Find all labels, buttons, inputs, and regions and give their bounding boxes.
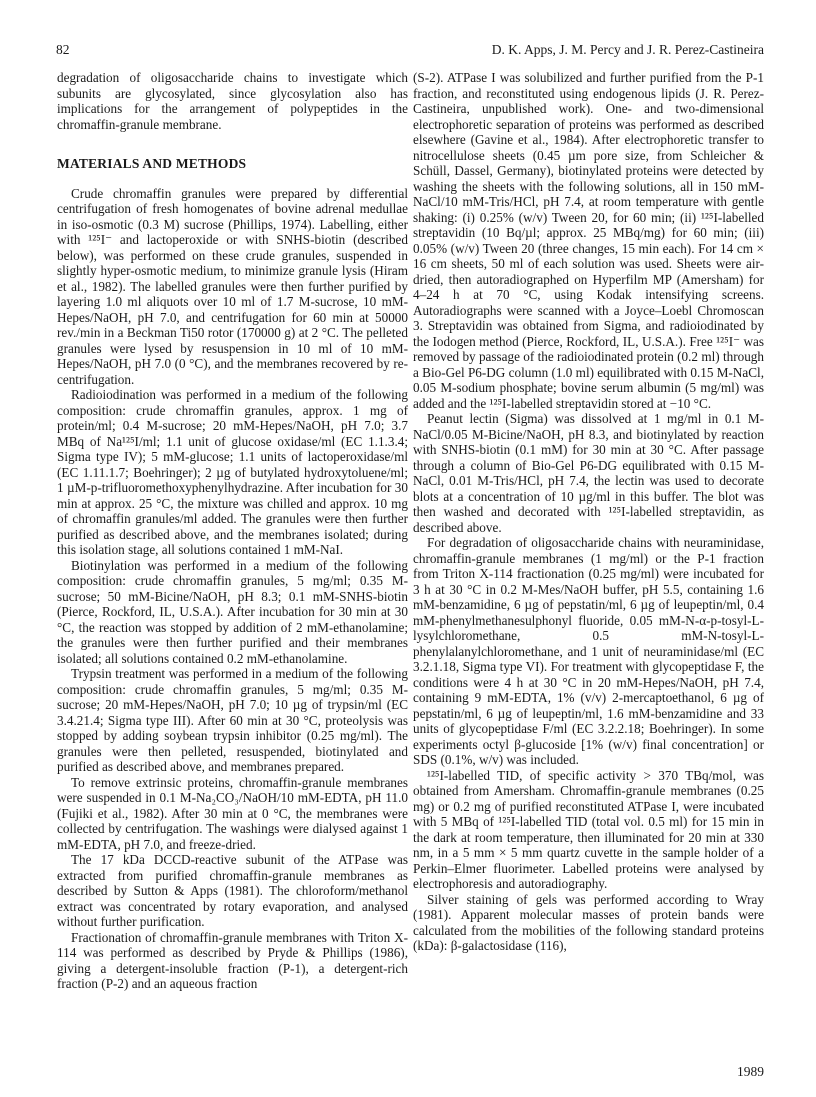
section-heading: MATERIALS AND METHODS <box>57 156 247 171</box>
left-column <box>57 70 408 992</box>
page-number: 82 <box>56 42 70 57</box>
paragraph-crude-granules: Crude chromaffin granules were prepared by differential centrifugation of fresh homogenates of bovine adrenal medullae in iso-osmotic (0.3 M) sucrose (Phillips, 1974). Labelling, either with ¹²⁵I⁻ and lactoperoxide or with SNHS-biotin (described below), was performed on these crude granules, suspended in slightly hyper-osmotic medium, to minimize granule lysis (Hiram et al., 1982). The labelled granules were then further purified by layering 1.0 ml aliquots over 10 ml of 1.7 M-sucrose, 10 mM-Hepes/NaOH, pH 7.0, and centrifugation for 60 min at 50000 rev./min in a Beckman Ti50 rotor (170000 g) at 2 °C. The pelleted granules were lysed by resuspension in 10 ml of 10 mM-Hepes/NaOH, pH 7.0 (0 °C), and the membranes recovered by re-centrifugation. <box>57 185 408 387</box>
paragraph-silver-staining: Silver staining of gels was performed according to Wray (1981). Apparent molecular masses of protein bands were calculated from the mobilities of the following standard proteins (kDa): β-galactosidase (116), <box>413 891 764 953</box>
intro-paragraph: degradation of oligosaccharide chains to investigate which subunits are glycosylated, since glycosylation also has implications for the arrangement of polypeptides in the chromaffin-granule membrane. <box>57 70 408 132</box>
paragraph-dccd-subunit: The 17 kDa DCCD-reactive subunit of the ATPase was extracted from purified chromaffin-granule membranes as described by Sutton & Apps (1981). The chloroform/methanol extract was concentrated by rotary evaporation, and analysed without further purification. <box>57 852 408 929</box>
paragraph-triton-fractionation: Fractionation of chromaffin-granule membranes with Triton X-114 was performed as described by Pryde & Phillips (1986), giving a detergent-insoluble fraction (P-1), a detergent-rich fraction (P-2) and an aqueous fraction <box>57 929 408 991</box>
right-column <box>413 70 764 954</box>
paragraph-neuraminidase: For degradation of oligosaccharide chains with neuraminidase, chromaffin-granule membranes (1 mg/ml) or the P-1 fraction from Triton X-114 fractionation (0.25 mg/ml) were incubated for 3 h at 30 °C in 0.2 M-Mes/NaOH buffer, pH 5.5, containing 1.6 mM-benzamidine, 6 µg of pepstatin/ml, 6 µg of leupeptin/ml, 0.4 mM-phenylmethanesulphonyl fluoride, 0.05 mM-N-α-p-tosyl-L-lysylchloromethane, 0.5 mM-N-tosyl-L-phenylalanylchloromethane, and 1 unit of neuraminidase/ml (EC 3.2.1.18, Sigma type VI). For treatment with glycopeptidase F, the conditions were 4 h at 30 °C in 20 mM-Hepes/NaOH, pH 7.4, containing 9 mM-EDTA, 1% (v/v) 2-mercaptoethanol, 6 µg of pepstatin/ml, 6 µg of leupeptin/ml, 1.6 mM-benzamidine and 33 units of glycopeptidase F/ml (EC 3.2.2.18; Boehringer). In some experiments octyl β-glucoside [1% (w/v) final concentration] or SDS (0.1%, w/v) was included. <box>413 535 764 767</box>
paragraph-biotinylation: Biotinylation was performed in a medium of the following composition: crude chromaffin granules, 5 mg/ml; 0.35 M-sucrose; 50 mM-Bicine/NaOH, pH 8.3; 0.1 mM-SNHS-biotin (Pierce, Rockford, IL, U.S.A.). After incubation for 30 min at 30 °C, the reaction was stopped by addition of 2 mM-ethanolamine; the granules were then further purified and their membranes isolated; all solutions contained 0.2 mM-ethanolamine. <box>57 557 408 666</box>
paragraph-atpase-electrophoresis: (S-2). ATPase I was solubilized and further purified from the P-1 fraction, and reconstituted using endogenous lipids (J. R. Perez-Castineira, unpublished work). One- and two-dimensional electrophoretic separation of proteins was performed as described elsewhere (Gavine et al., 1984). After electrophoretic transfer to nitrocellulose sheets (0.45 µm pore size, from Schleicher & Schüll, Dassel, Germany), biotinylated proteins were detected by washing the sheets with the following solutions, all in 150 mM-NaCl/10 mM-Tris/HCl, pH 7.4, at room temperature with gentle shaking: (i) 0.25% (w/v) Tween 20, for 60 min; (ii) ¹²⁵I-labelled streptavidin (10 Bq/µl; approx. 25 MBq/mg) for 60 min; (iii) 0.05% (w/v) Tween 20 (three changes, 15 min each). For 14 cm × 16 cm sheets, 50 ml of each solution was used. Sheets were air-dried, then autoradiographed on Hyperfilm MP (Amersham) for 4–24 h at 70 °C, using Kodak intensifying screens. Autoradiographs were scanned with a Joyce–Loebl Chromoscan 3. Streptavidin was obtained from Sigma, and radioiodinated by the Iodogen method (Pierce, Rockford, IL, U.S.A.). Free ¹²⁵I⁻ was removed by passage of the radioiodinated protein (0.2 ml) through a Bio-Gel P6-DG column (1.0 ml) equilibrated with 0.15 M-NaCl, 0.05 M-sodium phosphate; bovine serum albumin (5 mg/ml) was added and the ¹²⁵I-labelled streptavidin stored at −10 °C. <box>413 70 764 411</box>
paragraph-trypsin: Trypsin treatment was performed in a medium of the following composition: crude chromaffin granules, 5 mg/ml; 0.35 M-sucrose; 20 mM-Hepes/NaOH, pH 7.0; 10 µg of trypsin/ml (EC 3.4.21.4; Sigma type III). After 60 min at 30 °C, proteolysis was stopped by adding soybean trypsin inhibitor (0.25 mg/ml). The granules were then pelleted, resuspended, biotinylated and purified as described above, and membranes prepared. <box>57 666 408 774</box>
paragraph-extrinsic-proteins: To remove extrinsic proteins, chromaffin-granule membranes were suspended in 0.1 M-Na₂CO₃/NaOH/10 mM-EDTA, pH 11.0 (Fujiki et al., 1982). After 30 min at 0 °C, the membranes were collected by centrifugation. The washings were dialysed against 1 mM-EDTA, pH 7.0, and freeze-dried. <box>57 774 408 852</box>
running-header-authors: D. K. Apps, J. M. Percy and J. R. Perez-Castineira <box>491 42 764 57</box>
paragraph-peanut-lectin: Peanut lectin (Sigma) was dissolved at 1 mg/ml in 0.1 M-NaCl/0.05 M-Bicine/NaOH, pH 8.3, and biotinylated by reaction with SNHS-biotin (0.1 mM) for 30 min at 30 °C. After passage through a column of Bio-Gel P6-DG equilibrated with 0.15 M-NaCl, 0.01 M-Tris/HCl, pH 7.4, the lectin was used to decorate blots at a concentration of 10 µg/ml in this buffer. The blot was then washed and decorated with ¹²⁵I-labelled streptavidin, as described above. <box>413 411 764 535</box>
footer-page-label: 1989 <box>737 1064 764 1079</box>
paragraph-radioiodination: Radioiodination was performed in a medium of the following composition: crude chromaffin granules, approx. 1 mg of protein/ml; 0.4 M-sucrose; 20 mM-Hepes/NaOH, pH 7.0; 3.7 MBq of Na¹²⁵I/ml; 1.1 unit of glucose oxidase/ml (EC 1.1.3.4; Sigma type IV); 5 mM-glucose; 1.1 units of lactoperoxidase/ml (EC 1.11.1.7; Boehringer); 2 µg of butylated hydroxytoluene/ml; 1 µM-p-trifluoromethoxyphenylhydrazine. After incubation for 30 min at approx. 25 °C, the mixture was chilled and approx. 10 mg of chromaffin granules/ml added. The granules were then further purified as described above, and the membranes isolated; during this isolation stage, all solutions contained 1 mM-NaI. <box>57 387 408 557</box>
paragraph-tid-labelling: ¹²⁵I-labelled TID, of specific activity > 370 TBq/mol, was obtained from Amersham. Chromaffin-granule membranes (0.25 mg) or 0.2 mg of purified reconstituted ATPase I, were incubated with 5 MBq of ¹²⁵I-labelled TID (total vol. 0.5 ml) for 15 min in the dark at room temperature, then illuminated for 20 min at 330 nm, in a 5 mm × 5 mm quartz cuvette in the sample holder of a Perkin–Elmer fluorimeter. Labelled proteins were analysed by electrophoresis and autoradiography. <box>413 767 764 891</box>
